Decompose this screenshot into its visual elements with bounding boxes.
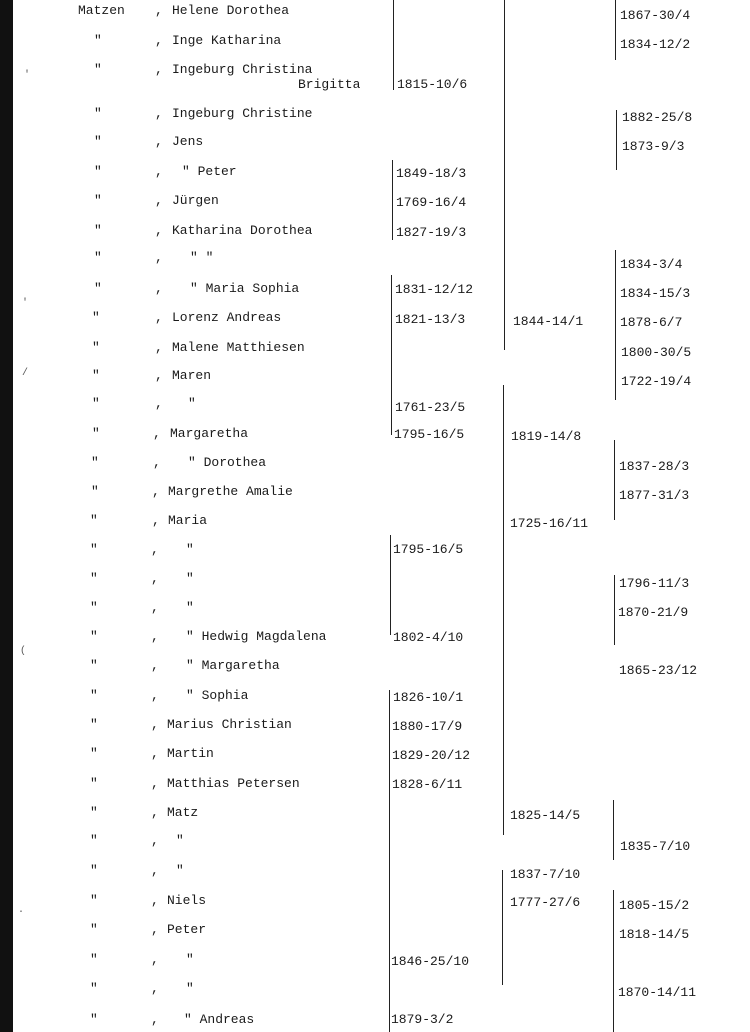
surname: "	[90, 746, 98, 761]
comma-separator: ,	[151, 746, 159, 761]
comma-separator: ,	[151, 717, 159, 732]
comma-separator: ,	[155, 106, 163, 121]
surname: "	[94, 250, 102, 265]
surname: "	[90, 981, 98, 996]
surname: "	[90, 688, 98, 703]
date-column-1: 1827-19/3	[396, 225, 467, 240]
table-row	[0, 106, 750, 132]
table-row	[0, 164, 750, 190]
given-name: Helene Dorothea	[172, 3, 290, 18]
comma-separator: ,	[155, 62, 163, 77]
date-column-2: 1837-7/10	[510, 867, 581, 882]
comma-separator: ,	[155, 33, 163, 48]
date-column-3: 1818-14/5	[619, 927, 690, 942]
given-name: Niels	[167, 893, 207, 908]
table-row	[0, 571, 750, 597]
date-column-3: 1865-23/12	[619, 663, 698, 678]
comma-separator: ,	[151, 1012, 159, 1027]
surname: "	[90, 922, 98, 937]
table-row	[0, 542, 750, 568]
surname: "	[90, 571, 98, 586]
given-name: " "	[190, 250, 214, 265]
table-row	[0, 396, 750, 422]
table-row	[0, 62, 750, 96]
surname: "	[91, 484, 99, 499]
table-row	[0, 805, 750, 831]
given-name: Katharina Dorothea	[172, 223, 313, 238]
date-column-1: 1828-6/11	[392, 777, 463, 792]
surname: "	[94, 193, 102, 208]
surname: "	[90, 513, 98, 528]
surname: "	[90, 952, 98, 967]
given-name: Maren	[172, 368, 212, 383]
table-row	[0, 455, 750, 481]
table-row	[0, 310, 750, 336]
comma-separator: ,	[151, 893, 159, 908]
given-name: Matthias Petersen	[167, 776, 300, 791]
date-column-2: 1825-14/5	[510, 808, 581, 823]
given-name: Matz	[167, 805, 199, 820]
date-column-1: 1831-12/12	[395, 282, 474, 297]
date-column-3: 1837-28/3	[619, 459, 690, 474]
date-column-3: 1870-21/9	[618, 605, 689, 620]
comma-separator: ,	[151, 688, 159, 703]
given-name: "	[186, 952, 194, 967]
given-name: " Sophia	[186, 688, 249, 703]
date-column-1: 1829-20/12	[392, 748, 471, 763]
given-name-continuation: Brigitta	[298, 77, 361, 92]
date-column-3: 1878-6/7	[620, 315, 683, 330]
given-name: " Dorothea	[188, 455, 267, 470]
given-name: Jens	[172, 134, 204, 149]
scan-speck: '	[24, 70, 31, 81]
table-row	[0, 3, 750, 29]
table-row	[0, 484, 750, 510]
surname: "	[90, 893, 98, 908]
date-column-1: 1795-16/5	[394, 427, 465, 442]
table-row	[0, 281, 750, 307]
comma-separator: ,	[151, 542, 159, 557]
given-name: Lorenz Andreas	[172, 310, 282, 325]
comma-separator: ,	[151, 922, 159, 937]
date-column-1: 1846-25/10	[391, 954, 470, 969]
surname: "	[90, 658, 98, 673]
comma-separator: ,	[153, 455, 161, 470]
given-name: Marius Christian	[167, 717, 292, 732]
date-column-3: 1796-11/3	[619, 576, 690, 591]
comma-separator: ,	[151, 981, 159, 996]
comma-separator: ,	[151, 658, 159, 673]
comma-separator: ,	[153, 426, 161, 441]
surname: "	[94, 281, 102, 296]
given-name: Inge Katharina	[172, 33, 282, 48]
given-name: "	[188, 396, 196, 411]
comma-separator: ,	[151, 833, 159, 848]
comma-separator: ,	[155, 3, 163, 18]
scan-speck: '	[22, 298, 29, 309]
comma-separator: ,	[155, 340, 163, 355]
table-row	[0, 658, 750, 684]
surname: "	[90, 542, 98, 557]
surname: "	[94, 164, 102, 179]
given-name: " Hedwig Magdalena	[186, 629, 327, 644]
table-row	[0, 922, 750, 948]
table-row	[0, 717, 750, 743]
comma-separator: ,	[155, 134, 163, 149]
table-row	[0, 688, 750, 714]
given-name: Martin	[167, 746, 214, 761]
date-column-2: 1777-27/6	[510, 895, 581, 910]
surname: Matzen	[78, 3, 125, 18]
comma-separator: ,	[152, 513, 160, 528]
given-name: Ingeburg Christina	[172, 62, 313, 77]
table-row	[0, 340, 750, 366]
date-column-1: 1826-10/1	[393, 690, 464, 705]
table-row	[0, 33, 750, 59]
date-column-1: 1849-18/3	[396, 166, 467, 181]
surname: "	[94, 62, 102, 77]
comma-separator: ,	[151, 629, 159, 644]
date-column-3: 1722-19/4	[621, 374, 692, 389]
given-name: "	[176, 863, 184, 878]
comma-separator: ,	[155, 164, 163, 179]
surname: "	[92, 426, 100, 441]
table-row	[0, 893, 750, 919]
surname: "	[92, 396, 100, 411]
given-name: Ingeburg Christine	[172, 106, 313, 121]
comma-separator: ,	[151, 571, 159, 586]
table-row	[0, 776, 750, 802]
surname: "	[90, 863, 98, 878]
comma-separator: ,	[155, 396, 163, 411]
date-column-3: 1834-15/3	[620, 286, 691, 301]
table-row	[0, 600, 750, 626]
table-row	[0, 629, 750, 655]
given-name: Margaretha	[170, 426, 249, 441]
given-name: "	[186, 981, 194, 996]
comma-separator: ,	[151, 776, 159, 791]
comma-separator: ,	[151, 805, 159, 820]
table-row	[0, 368, 750, 394]
table-row	[0, 250, 750, 276]
date-column-3: 1835-7/10	[620, 839, 691, 854]
date-column-3: 1877-31/3	[619, 488, 690, 503]
date-column-2: 1844-14/1	[513, 314, 584, 329]
date-column-3: 1882-25/8	[622, 110, 693, 125]
surname: "	[90, 805, 98, 820]
given-name: "	[176, 833, 184, 848]
table-row	[0, 833, 750, 859]
comma-separator: ,	[151, 952, 159, 967]
scan-speck: (	[20, 646, 27, 657]
date-column-1: 1879-3/2	[391, 1012, 454, 1027]
surname: "	[90, 717, 98, 732]
date-column-2: 1725-16/11	[510, 516, 589, 531]
date-column-1: 1761-23/5	[395, 400, 466, 415]
surname: "	[94, 106, 102, 121]
date-column-3: 1805-15/2	[619, 898, 690, 913]
date-column-3: 1800-30/5	[621, 345, 692, 360]
surname: "	[94, 33, 102, 48]
surname: "	[91, 455, 99, 470]
comma-separator: ,	[155, 368, 163, 383]
given-name: Malene Matthiesen	[172, 340, 305, 355]
table-row	[0, 863, 750, 889]
comma-separator: ,	[152, 484, 160, 499]
given-name: " Maria Sophia	[190, 281, 300, 296]
table-row	[0, 746, 750, 772]
table-row	[0, 1012, 750, 1032]
comma-separator: ,	[155, 310, 163, 325]
given-name: Jürgen	[172, 193, 219, 208]
date-column-1: 1769-16/4	[396, 195, 467, 210]
given-name: "	[186, 600, 194, 615]
date-column-3: 1870-14/11	[618, 985, 697, 1000]
table-row	[0, 981, 750, 1007]
table-row	[0, 134, 750, 160]
comma-separator: ,	[155, 193, 163, 208]
given-name: Maria	[168, 513, 208, 528]
date-column-1: 1880-17/9	[392, 719, 463, 734]
table-row	[0, 426, 750, 452]
given-name: Margrethe Amalie	[168, 484, 293, 499]
scan-speck: /	[22, 368, 29, 379]
scan-speck: .	[18, 905, 25, 916]
given-name: "	[186, 542, 194, 557]
surname: "	[92, 310, 100, 325]
date-column-3: 1867-30/4	[620, 8, 691, 23]
surname: "	[90, 833, 98, 848]
table-row	[0, 513, 750, 539]
date-column-3: 1873-9/3	[622, 139, 685, 154]
date-column-1: 1802-4/10	[393, 630, 464, 645]
surname: "	[92, 340, 100, 355]
surname: "	[94, 134, 102, 149]
date-column-3: 1834-12/2	[620, 37, 691, 52]
given-name: " Peter	[182, 164, 237, 179]
date-column-2: 1819-14/8	[511, 429, 582, 444]
given-name: "	[186, 571, 194, 586]
comma-separator: ,	[151, 600, 159, 615]
comma-separator: ,	[151, 863, 159, 878]
surname: "	[90, 776, 98, 791]
given-name: " Andreas	[184, 1012, 255, 1027]
date-column-3: 1834-3/4	[620, 257, 683, 272]
surname: "	[92, 368, 100, 383]
given-name: " Margaretha	[186, 658, 280, 673]
table-row	[0, 952, 750, 978]
comma-separator: ,	[155, 281, 163, 296]
surname: "	[90, 629, 98, 644]
date-column-1: 1821-13/3	[395, 312, 466, 327]
comma-separator: ,	[155, 223, 163, 238]
given-name: Peter	[167, 922, 207, 937]
table-row	[0, 193, 750, 219]
date-column-1: 1815-10/6	[397, 77, 468, 92]
comma-separator: ,	[155, 250, 163, 265]
surname: "	[90, 1012, 98, 1027]
surname: "	[94, 223, 102, 238]
table-row	[0, 223, 750, 249]
date-column-1: 1795-16/5	[393, 542, 464, 557]
surname: "	[90, 600, 98, 615]
